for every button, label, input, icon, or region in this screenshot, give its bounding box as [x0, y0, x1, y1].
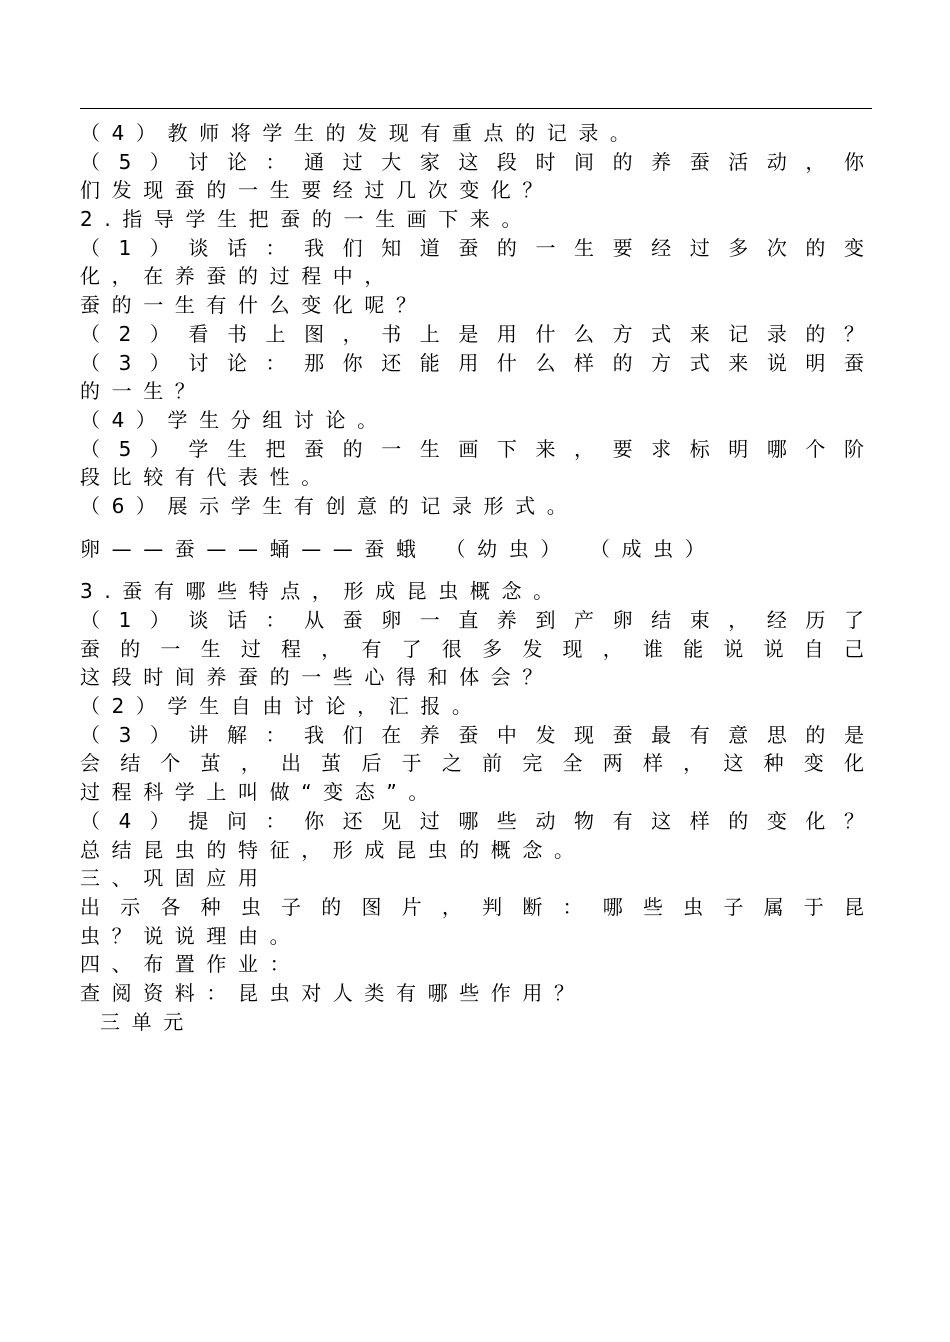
section-heading: 三、巩固应用	[80, 866, 270, 891]
text-line: （6）展示学生有创意的记录形式。	[80, 493, 579, 518]
text-line: 蚕的一生有什么变化呢？	[80, 293, 428, 318]
text-line: （2）学生自由讨论，汇报。	[80, 694, 484, 719]
text-line: 查阅资料：昆虫对人类有哪些作用？	[80, 980, 586, 1005]
section-heading: 2.指导学生把蚕的一生画下来。	[80, 207, 534, 232]
unit-heading: 三单元	[100, 1009, 195, 1034]
text-line: 出示各种虫子的图片，判断：哪些虫子属于昆	[80, 894, 870, 919]
text-line: （5）讨论：通过大家这段时间的养蚕活动，你	[80, 149, 870, 174]
text-line: （4）教师将学生的发现有重点的记录。	[80, 121, 642, 145]
text-line: （1）谈话：我们知道蚕的一生要经过多次的变	[80, 235, 870, 260]
text-line: 蚕的一生过程，有了很多发现，谁能说说自己	[80, 636, 870, 661]
text-line: （5）学生把蚕的一生画下来，要求标明哪个阶	[80, 436, 870, 461]
text-line: 段比较有代表性。	[80, 465, 333, 490]
text-line: （4）学生分组讨论。	[80, 407, 389, 432]
text-line: （3）讨论：那你还能用什么样的方式来说明蚕	[80, 350, 870, 375]
text-line: 们发现蚕的一生要经过几次变化？	[80, 178, 554, 203]
section-heading: 四、布置作业：	[80, 952, 302, 977]
text-line: 化，在养蚕的过程中，	[80, 264, 396, 289]
text-line: （1）谈话：从蚕卵一直养到产卵结束，经历了	[80, 608, 870, 632]
text-line: 会结个茧，出茧后于之前完全两样，这种变化	[80, 751, 870, 776]
header-rule	[80, 108, 872, 109]
text-line: 这段时间养蚕的一些心得和体会？	[80, 665, 554, 690]
text-line: （3）讲解：我们在养蚕中发现蚕最有意思的是	[80, 722, 870, 747]
text-line: 虫？说说理由。	[80, 923, 302, 948]
text-line: 的一生？	[80, 379, 207, 404]
text-line: 过程科学上叫做“变态”。	[80, 780, 440, 805]
lifecycle-line: 卵——蚕——蛹——蚕蛾 （幼虫） （成虫）	[80, 536, 717, 561]
text-line: 总结昆虫的特征，形成昆虫的概念。	[80, 837, 586, 862]
section-heading: 3.蚕有哪些特点，形成昆虫概念。	[80, 579, 565, 604]
text-line: （4）提问：你还见过哪些动物有这样的变化？	[80, 808, 870, 833]
text-line: （2）看书上图，书上是用什么方式来记录的？	[80, 321, 870, 346]
document-body	[80, 119, 870, 1036]
